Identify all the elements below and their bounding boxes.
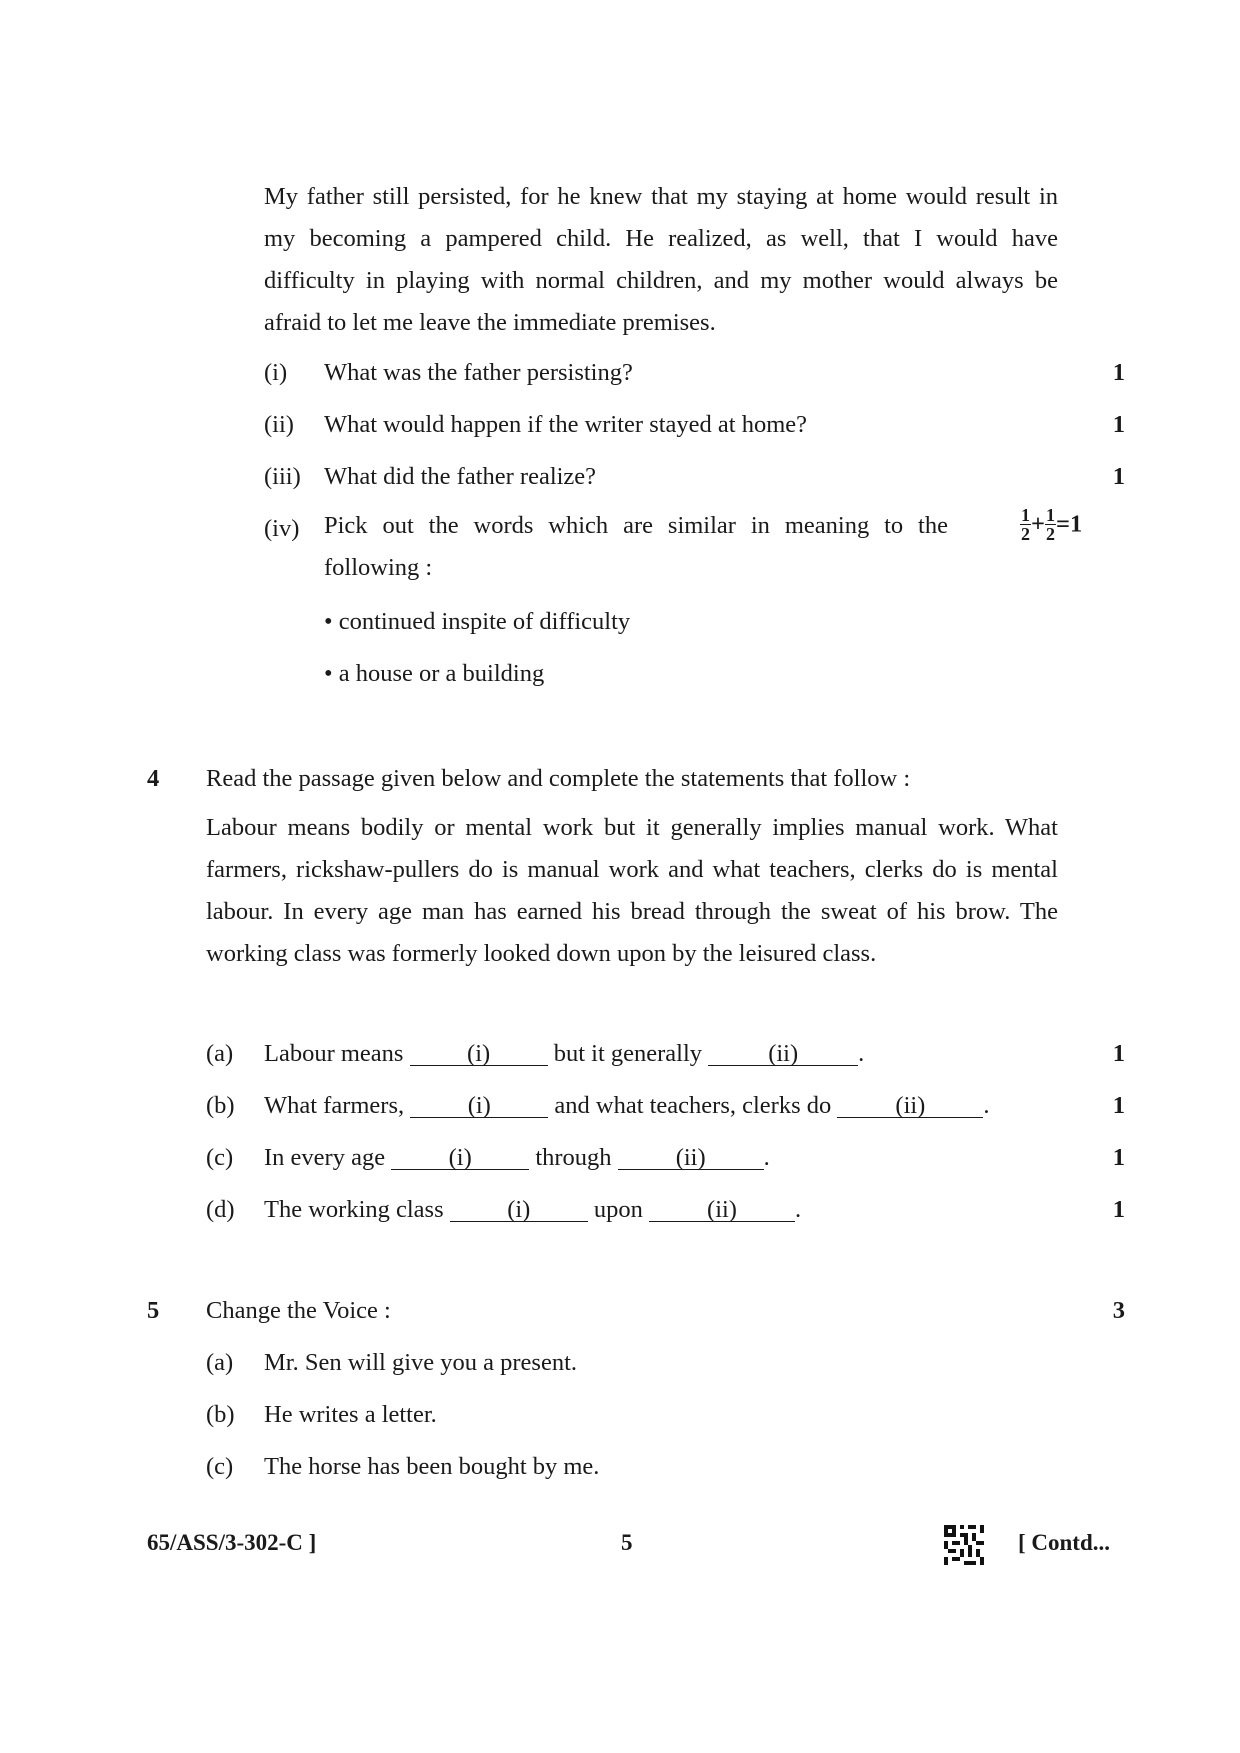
q5-instruction: Change the Voice : (206, 1297, 391, 1324)
q5-item-c-label: (c) (206, 1453, 234, 1480)
q4-item-c-marks: 1 (1112, 1144, 1125, 1171)
q5-number: 5 (147, 1297, 160, 1324)
q3-question-iii-marks: 1 (1112, 463, 1125, 490)
q3-question-ii-marks: 1 (1112, 411, 1125, 438)
q4-item-a-label: (a) (206, 1040, 234, 1067)
half-fraction: $\frac{1}{2}$ (1021, 505, 1030, 544)
q4-item-a-marks: 1 (1112, 1040, 1125, 1067)
q3-question-iv: Pick out the words which are similar in meaning to the following : (324, 512, 948, 581)
q4-item-b-label: (b) (206, 1092, 235, 1119)
q4-item-c: In every age (i) through (ii) . (264, 1144, 770, 1171)
blank-i: (i) (391, 1147, 529, 1170)
blank-i: (i) (410, 1095, 548, 1118)
q4-instruction: Read the passage given below and complete the statements that follow : (206, 765, 911, 792)
q4-item-d: The working class (i) upon (ii) . (264, 1196, 802, 1223)
q3-bullet-2: • a house or a building (324, 660, 545, 687)
blank-ii: (ii) (618, 1147, 764, 1170)
page-number: 5 (621, 1530, 633, 1555)
contd-label: [ Contd... (1018, 1530, 1111, 1555)
q5-item-b-label: (b) (206, 1401, 235, 1428)
q3-question-iii-num: (iii) (264, 463, 301, 490)
q5-item-a: Mr. Sen will give you a present. (264, 1349, 578, 1376)
q4-number: 4 (147, 765, 160, 792)
q3-passage: My father still persisted, for he knew that my staying at home would result in my becoming a pampered child. He realized, as well, that I would have difficulty in playing with normal children, and my mother would always be afraid to let me leave the immediate premises. (264, 183, 1058, 336)
blank-i: (i) (450, 1199, 588, 1222)
paper-code: 65/ASS/3-302-C ] (147, 1530, 317, 1555)
blank-ii: (ii) (649, 1199, 795, 1222)
blank-ii: (ii) (708, 1043, 858, 1066)
q3-question-i-marks: 1 (1112, 359, 1125, 386)
q5-item-c: The horse has been bought by me. (264, 1453, 600, 1480)
q5-item-a-label: (a) (206, 1349, 234, 1376)
half-fraction: $\frac{1}{2}$ (1045, 505, 1055, 544)
blank-ii: (ii) (837, 1095, 983, 1118)
q4-item-c-label: (c) (206, 1144, 234, 1171)
q4-item-b: What farmers, (i) and what teachers, clerks do (ii) . (264, 1092, 990, 1119)
q5-item-b: He writes a letter. (264, 1401, 437, 1428)
q3-question-ii-num: (ii) (264, 411, 294, 438)
q3-question-ii: What would happen if the writer stayed at home? (324, 411, 808, 438)
q4-item-d-marks: 1 (1112, 1196, 1125, 1223)
q3-question-iii: What did the father realize? (324, 463, 597, 490)
q3-question-i: What was the father persisting? (324, 359, 633, 386)
q3-question-iv-num: (iv) (264, 515, 300, 542)
q4-item-d-label: (d) (206, 1196, 235, 1223)
q3-question-i-num: (i) (264, 359, 288, 386)
q3-bullet-1: • continued inspite of difficulty (324, 608, 631, 635)
blank-i: (i) (410, 1043, 548, 1066)
q4-passage: Labour means bodily or mental work but it generally implies manual work. What farmers, rickshaw-pullers do is manual work and what teachers, clerks do is mental labour. In every age man has earned his bread through the sweat of his brow. The working class was formerly looked down upon by the leisured class. (206, 814, 1058, 967)
q3-question-iv-marks: $\frac{1}{2}$ + $\frac{1}{2}$ =1 (1021, 505, 1083, 544)
q4-item-b-marks: 1 (1112, 1092, 1125, 1119)
q4-item-a: Labour means (i) but it generally (ii) . (264, 1040, 865, 1067)
q5-marks: 3 (1112, 1297, 1125, 1324)
qr-code-icon (944, 1525, 984, 1565)
